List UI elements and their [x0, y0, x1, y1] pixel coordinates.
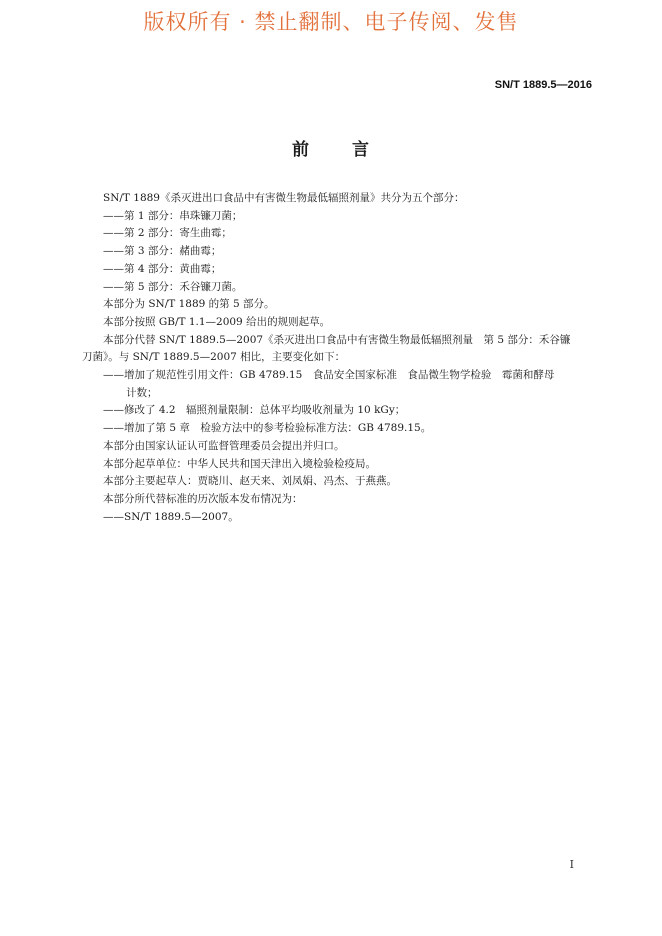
- paragraph-replaces-line-2: 刀菌》。与 SN/T 1889.5—2007 相比，主要变化如下：: [82, 351, 346, 364]
- foreword-body: [82, 190, 594, 526]
- history-item: ——SN/T 1889.5—2007。: [103, 510, 239, 523]
- list-item-part-3: ——第 3 部分：赭曲霉；: [103, 245, 222, 258]
- paragraph-drafters: 本部分主要起草人：贾晓川、赵天来、刘凤娟、冯杰、于燕燕。: [103, 475, 397, 488]
- title-char-2: 言: [352, 140, 370, 160]
- page-number: I: [569, 858, 574, 871]
- list-item-part-2: ——第 2 部分：寄生曲霉；: [103, 227, 232, 240]
- standard-code: SN/T 1889.5—2016: [494, 79, 592, 91]
- paragraph-proposed-by: 本部分由国家认证认可监督管理委员会提出并归口。: [103, 439, 345, 452]
- change-item-1-continued: 计数；: [126, 386, 158, 399]
- title-char-1: 前: [292, 140, 310, 160]
- list-item-part-5: ——第 5 部分：禾谷镰刀菌。: [103, 280, 243, 293]
- paragraph-history: 本部分所代替标准的历次版本发布情况为：: [103, 492, 303, 505]
- change-item-1: ——增加了规范性引用文件：GB 4789.15 食品安全国家标准 食品微生物学检验 霉菌和酵母: [103, 369, 555, 382]
- page-title: [0, 135, 662, 160]
- paragraph-part-statement: 本部分为 SN/T 1889 的第 5 部分。: [103, 298, 275, 311]
- change-item-2: ——修改了 4.2 辐照剂量限制：总体平均吸收剂量为 10 kGy；: [103, 404, 406, 417]
- paragraph-replaces-line-1: 本部分代替 SN/T 1889.5—2007《杀灭进出口食品中有害微生物最低辐照剂量 第 5 部分：禾谷镰: [103, 333, 571, 346]
- list-item-part-4: ——第 4 部分：黄曲霉；: [103, 262, 222, 275]
- list-item-part-1: ——第 1 部分：串珠镰刀菌；: [103, 209, 243, 222]
- paragraph-drafting-rules: 本部分按照 GB/T 1.1—2009 给出的规则起草。: [103, 315, 331, 328]
- copyright-watermark: 版权所有 · 禁止翻制、电子传阅、发售: [143, 10, 519, 34]
- paragraph-intro: SN/T 1889《杀灭进出口食品中有害微生物最低辐照剂量》共分为五个部分：: [103, 192, 465, 204]
- change-item-3: ——增加了第 5 章 检验方法中的参考检验标准方法：GB 4789.15。: [103, 422, 432, 435]
- paragraph-drafting-unit: 本部分起草单位：中华人民共和国天津出入境检验检疫局。: [103, 457, 376, 470]
